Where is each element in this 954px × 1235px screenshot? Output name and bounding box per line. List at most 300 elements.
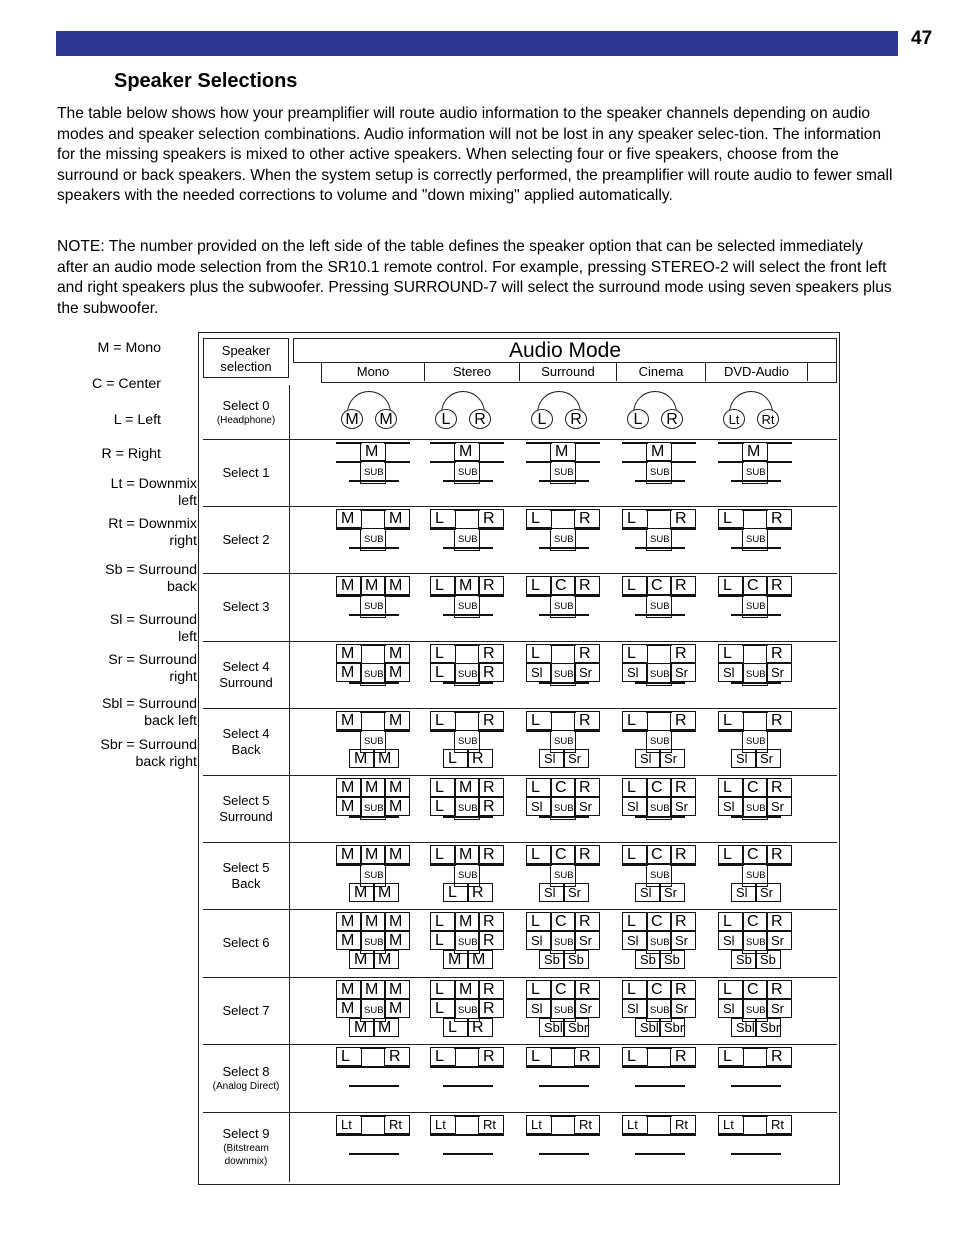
speaker-cell-empty <box>478 864 504 866</box>
speaker-cell-sub: SUB <box>360 663 386 686</box>
speaker-cell-empty <box>526 528 552 530</box>
speaker-cell-empty <box>526 1134 552 1136</box>
speaker-cell-m: M <box>336 711 362 730</box>
speaker-cell-l: L <box>430 845 456 864</box>
speaker-cell-sl: Sl <box>539 749 565 768</box>
speaker-cell-empty <box>360 1115 386 1117</box>
speaker-cell-sub: SUB <box>360 797 386 820</box>
speaker-cell-m: M <box>360 442 386 461</box>
speaker-cell-empty <box>550 1134 576 1136</box>
speaker-cell-r: R <box>574 711 600 730</box>
speaker-cell-c: C <box>742 912 768 931</box>
speaker-cell-r: R <box>574 1047 600 1066</box>
speaker-cell-sbl: Sbl <box>539 1018 565 1037</box>
speaker-cell-empty <box>360 1047 386 1049</box>
speaker-cell-sl: Sl <box>526 931 552 950</box>
row-label-sub: Surround <box>219 674 273 690</box>
speaker-cell-empty <box>550 509 576 511</box>
speaker-cell-r: R <box>670 576 696 595</box>
speaker-cell-sl: Sl <box>635 883 661 902</box>
speaker-cell-lt: Lt <box>718 1115 744 1134</box>
row-divider <box>203 1044 837 1045</box>
speaker-cell-sl: Sl <box>718 663 744 682</box>
speaker-cell-sbl: Sbl <box>731 1018 757 1037</box>
speaker-cell-empty <box>742 1134 768 1136</box>
speaker-cell-empty <box>670 528 696 530</box>
audio-mode-header: Audio Mode <box>293 338 837 363</box>
speaker-selection-table <box>198 332 840 1185</box>
speaker-cell-empty <box>384 442 410 444</box>
speaker-cell-r: R <box>766 1047 792 1066</box>
speaker-cell-m: M <box>336 980 362 999</box>
row-label-sub: (Bitstream downmix) <box>223 1143 269 1167</box>
legend-item: L = Left <box>113 412 161 428</box>
speaker-cell-sr: Sr <box>670 931 696 950</box>
speaker-cell-empty <box>755 816 781 818</box>
speaker-cell-empty <box>550 711 576 713</box>
speaker-cell-m: M <box>384 931 410 950</box>
speaker-cell-empty <box>360 1134 386 1136</box>
speaker-cell-empty <box>349 480 375 482</box>
speaker-cell-empty <box>384 1066 410 1068</box>
speaker-cell-sr: Sr <box>670 999 696 1018</box>
speaker-cell-empty <box>550 1066 576 1068</box>
speaker-cell-empty <box>731 480 757 482</box>
speaker-cell-empty <box>742 711 768 713</box>
speaker-cell-empty <box>349 614 375 616</box>
speaker-cell-r: R <box>574 845 600 864</box>
row-label-sub: (Analog Direct) <box>212 1080 280 1092</box>
headphone-cup: L <box>627 409 649 429</box>
speaker-cell-empty <box>384 864 410 866</box>
row-label-main: Select 2 <box>222 531 270 547</box>
row-label <box>203 1126 289 1168</box>
audio-mode-columns <box>321 362 837 383</box>
speaker-cell-m: M <box>454 778 480 797</box>
speaker-cell-sr: Sr <box>766 931 792 950</box>
speaker-cell-sub: SUB <box>646 730 672 753</box>
speaker-cell-sr: Sr <box>563 749 589 768</box>
speaker-cell-m: M <box>550 442 576 461</box>
mode-header-stereo: Stereo <box>425 362 520 381</box>
speaker-cell-sub: SUB <box>454 461 480 484</box>
speaker-cell-r: R <box>478 980 504 999</box>
speaker-cell-empty <box>360 1066 386 1068</box>
speaker-cell-lt: Lt <box>622 1115 648 1134</box>
speaker-cell-empty <box>563 480 589 482</box>
speaker-cell-sub: SUB <box>454 663 480 686</box>
speaker-cell-r: R <box>467 1018 493 1037</box>
speaker-cell-sub: SUB <box>550 663 576 686</box>
row-divider <box>203 842 837 843</box>
speaker-cell-r: R <box>766 644 792 663</box>
speaker-cell-l: L <box>430 1047 456 1066</box>
speaker-cell-r: R <box>478 845 504 864</box>
speaker-cell-empty <box>563 614 589 616</box>
speaker-cell-c: C <box>742 778 768 797</box>
speaker-cell-empty <box>360 711 386 713</box>
speaker-cell-m: M <box>384 999 410 1018</box>
speaker-cell-r: R <box>478 1047 504 1066</box>
speaker-cell-sr: Sr <box>659 883 685 902</box>
row-label <box>203 793 289 825</box>
speaker-cell-empty <box>550 644 576 646</box>
speaker-cell-l: L <box>622 576 648 595</box>
speaker-cell-m: M <box>336 845 362 864</box>
page-number: 47 <box>911 28 933 49</box>
speaker-cell-m: M <box>646 442 672 461</box>
legend-item: Sbr = Surround back right <box>100 737 197 770</box>
row-label <box>203 935 289 951</box>
speaker-cell-empty <box>360 644 386 646</box>
speaker-cell-empty <box>670 730 696 732</box>
speaker-cell-sr: Sr <box>563 883 589 902</box>
speaker-cell-empty <box>563 682 589 684</box>
speaker-cell-l: L <box>443 749 469 768</box>
speaker-cell-empty <box>336 461 362 463</box>
speaker-cell-l: L <box>622 778 648 797</box>
speaker-cell-rt: Rt <box>478 1115 504 1134</box>
speaker-cell-c: C <box>550 912 576 931</box>
speaker-cell-empty <box>430 1066 456 1068</box>
speaker-cell-empty <box>718 442 744 444</box>
speaker-cell-c: C <box>550 980 576 999</box>
speaker-cell-m: M <box>373 749 399 768</box>
speaker-cell-c: C <box>646 912 672 931</box>
speaker-cell-empty <box>742 1047 768 1049</box>
speaker-cell-l: L <box>430 509 456 528</box>
speaker-cell-sb: Sb <box>563 950 589 969</box>
row-label <box>203 860 289 892</box>
speaker-cell-empty <box>635 614 661 616</box>
speaker-cell-r: R <box>670 778 696 797</box>
speaker-cell-empty <box>526 1066 552 1068</box>
speaker-cell-r: R <box>670 845 696 864</box>
speaker-cell-empty <box>430 1134 456 1136</box>
speaker-cell-r: R <box>478 576 504 595</box>
speaker-cell-l: L <box>430 663 456 682</box>
speaker-cell-empty <box>755 614 781 616</box>
speaker-cell-empty <box>454 1115 480 1117</box>
speaker-cell-sub: SUB <box>360 595 386 618</box>
speaker-cell-empty <box>467 614 493 616</box>
speaker-cell-m: M <box>384 711 410 730</box>
speaker-cell-l: L <box>336 1047 362 1066</box>
speaker-cell-m: M <box>349 1018 375 1037</box>
speaker-cell-sub: SUB <box>742 797 768 820</box>
speaker-cell-m: M <box>373 950 399 969</box>
headphone-cup: M <box>375 409 397 429</box>
speaker-cell-l: L <box>430 711 456 730</box>
speaker-cell-empty <box>622 1134 648 1136</box>
speaker-cell-sl: Sl <box>539 883 565 902</box>
speaker-cell-empty <box>349 816 375 818</box>
speaker-cell-empty <box>646 1047 672 1049</box>
speaker-cell-m: M <box>373 883 399 902</box>
speaker-cell-empty <box>373 547 399 549</box>
speaker-cell-empty <box>454 1047 480 1049</box>
speaker-cell-m: M <box>384 778 410 797</box>
speaker-cell-l: L <box>718 1047 744 1066</box>
speaker-cell-l: L <box>430 576 456 595</box>
speaker-cell-l: L <box>526 1047 552 1066</box>
speaker-cell-empty <box>755 547 781 549</box>
speaker-cell-empty <box>574 528 600 530</box>
speaker-cell-sub: SUB <box>742 461 768 484</box>
speaker-cell-m: M <box>454 845 480 864</box>
speaker-cell-lt: Lt <box>526 1115 552 1134</box>
speaker-cell-m: M <box>454 442 480 461</box>
speaker-cell-sr: Sr <box>755 883 781 902</box>
speaker-cell-empty <box>349 1085 375 1087</box>
speaker-cell-m: M <box>467 950 493 969</box>
speaker-cell-l: L <box>526 778 552 797</box>
speaker-cell-empty <box>742 644 768 646</box>
speaker-cell-m: M <box>360 845 386 864</box>
speaker-cell-empty <box>766 528 792 530</box>
speaker-cell-empty <box>635 682 661 684</box>
speaker-cell-empty <box>443 480 469 482</box>
speaker-cell-empty <box>731 614 757 616</box>
speaker-cell-r: R <box>670 1047 696 1066</box>
speaker-cell-r: R <box>478 999 504 1018</box>
row-label-main: Select 4 <box>222 658 270 674</box>
speaker-cell-empty <box>550 1047 576 1049</box>
speaker-cell-m: M <box>336 509 362 528</box>
speaker-cell-empty <box>539 1085 565 1087</box>
speaker-cell-empty <box>384 730 410 732</box>
speaker-cell-m: M <box>384 509 410 528</box>
speaker-cell-l: L <box>622 644 648 663</box>
speaker-cell-empty <box>478 528 504 530</box>
row-label-main: Select 5 <box>222 792 270 808</box>
speaker-cell-empty <box>454 509 480 511</box>
speaker-cell-empty <box>742 1115 768 1117</box>
speaker-cell-empty <box>478 730 504 732</box>
speaker-cell-sbr: Sbr <box>563 1018 589 1037</box>
speaker-cell-l: L <box>430 912 456 931</box>
speaker-cell-r: R <box>766 912 792 931</box>
speaker-cell-empty <box>670 442 696 444</box>
speaker-cell-m: M <box>349 950 375 969</box>
speaker-cell-empty <box>646 1115 672 1117</box>
speaker-cell-empty <box>622 1066 648 1068</box>
speaker-cell-m: M <box>384 845 410 864</box>
speaker-cell-l: L <box>622 1047 648 1066</box>
speaker-cell-sub: SUB <box>550 864 576 887</box>
speaker-cell-empty <box>454 644 480 646</box>
speaker-cell-l: L <box>526 509 552 528</box>
speaker-cell-r: R <box>766 778 792 797</box>
row-label-sub: Back <box>231 875 261 891</box>
speaker-cell-empty <box>443 1085 469 1087</box>
speaker-cell-sl: Sl <box>622 999 648 1018</box>
speaker-cell-l: L <box>622 845 648 864</box>
speaker-cell-empty <box>670 1134 696 1136</box>
speaker-cell-sr: Sr <box>659 749 685 768</box>
speaker-cell-empty <box>550 1115 576 1117</box>
speaker-cell-l: L <box>718 509 744 528</box>
speaker-cell-empty <box>731 1085 757 1087</box>
speaker-cell-empty <box>766 461 792 463</box>
headphone-cup: Rt <box>757 409 779 429</box>
speaker-cell-empty <box>635 480 661 482</box>
mode-header-cinema: Cinema <box>617 362 706 381</box>
speaker-cell-empty <box>430 461 456 463</box>
row-label <box>203 599 289 615</box>
speaker-cell-sub: SUB <box>360 931 386 954</box>
speaker-cell-m: M <box>336 644 362 663</box>
row-label-main: Select 3 <box>222 599 270 614</box>
speaker-cell-c: C <box>646 576 672 595</box>
speaker-cell-empty <box>742 1066 768 1068</box>
headphone-cup: Lt <box>723 409 745 429</box>
speaker-cell-empty <box>646 509 672 511</box>
speaker-cell-sub: SUB <box>646 461 672 484</box>
speaker-cell-sub: SUB <box>742 931 768 954</box>
speaker-cell-l: L <box>430 778 456 797</box>
speaker-cell-c: C <box>646 980 672 999</box>
speaker-cell-empty <box>622 595 648 597</box>
speaker-cell-empty <box>467 1085 493 1087</box>
speaker-cell-sub: SUB <box>742 999 768 1022</box>
speaker-cell-l: L <box>443 1018 469 1037</box>
speaker-cell-r: R <box>574 509 600 528</box>
speaker-cell-empty <box>360 509 386 511</box>
row-label <box>203 398 289 427</box>
speaker-cell-m: M <box>360 576 386 595</box>
speaker-cell-empty <box>622 730 648 732</box>
speaker-cell-sr: Sr <box>766 999 792 1018</box>
column-divider <box>289 385 290 1182</box>
speaker-cell-m: M <box>360 980 386 999</box>
speaker-cell-sr: Sr <box>670 797 696 816</box>
speaker-cell-sb: Sb <box>731 950 757 969</box>
speaker-cell-empty <box>443 614 469 616</box>
speaker-cell-empty <box>443 816 469 818</box>
speaker-cell-lt: Lt <box>336 1115 362 1134</box>
row-label-main: Select 0 <box>222 397 270 413</box>
speaker-cell-empty <box>430 528 456 530</box>
speaker-cell-m: M <box>336 931 362 950</box>
speaker-cell-l: L <box>622 509 648 528</box>
row-label-main: Select 7 <box>222 1002 270 1018</box>
speaker-cell-m: M <box>384 980 410 999</box>
legend-item: Sb = Surround back <box>105 562 197 595</box>
speaker-cell-sub: SUB <box>646 663 672 686</box>
speaker-cell-sub: SUB <box>454 528 480 551</box>
speaker-cell-empty <box>659 1085 685 1087</box>
speaker-cell-empty <box>574 442 600 444</box>
speaker-cell-m: M <box>349 883 375 902</box>
speaker-cell-r: R <box>766 980 792 999</box>
speaker-cell-empty <box>718 864 744 866</box>
speaker-cell-empty <box>539 816 565 818</box>
speaker-cell-r: R <box>670 509 696 528</box>
speaker-cell-r: R <box>574 644 600 663</box>
speaker-cell-empty <box>718 595 744 597</box>
headphone-cup: L <box>435 409 457 429</box>
speaker-cell-sl: Sl <box>718 999 744 1018</box>
speaker-cell-sl: Sl <box>635 749 661 768</box>
speaker-cell-empty <box>454 711 480 713</box>
speaker-cell-empty <box>467 682 493 684</box>
speaker-cell-m: M <box>336 778 362 797</box>
speaker-cell-empty <box>718 1066 744 1068</box>
page-title: Speaker Selections <box>114 70 298 92</box>
speaker-cell-l: L <box>526 644 552 663</box>
speaker-cell-empty <box>349 1153 375 1155</box>
speaker-cell-l: L <box>718 778 744 797</box>
speaker-cell-empty <box>563 547 589 549</box>
speaker-cell-m: M <box>454 980 480 999</box>
speaker-cell-sub: SUB <box>646 999 672 1022</box>
speaker-cell-m: M <box>384 663 410 682</box>
speaker-cell-m: M <box>360 778 386 797</box>
speaker-cell-l: L <box>526 912 552 931</box>
speaker-cell-empty <box>563 1085 589 1087</box>
intro-paragraph: The table below shows how your preamplifier will route audio information to the speaker channels depending on audio modes and speaker selection combinations. Audio information will not be lost in any speaker selec-tion. The information for the missing speakers is mixed to other active speakers. When selecting four or five speakers, choose from the surround or back speakers. When the system setup is correctly performed, the preamplifier will route audio to fewer small speakers with the needed corrections to volume and "down mixing" applied automatically. <box>57 105 893 205</box>
speaker-cell-r: R <box>574 912 600 931</box>
speaker-cell-empty <box>336 442 362 444</box>
speaker-cell-sub: SUB <box>454 730 480 753</box>
speaker-cell-m: M <box>454 912 480 931</box>
speaker-cell-sub: SUB <box>742 663 768 686</box>
speaker-cell-empty <box>478 461 504 463</box>
speaker-cell-sub: SUB <box>550 797 576 820</box>
row-divider <box>203 641 837 642</box>
speaker-cell-empty <box>336 1066 362 1068</box>
speaker-cell-empty <box>373 614 399 616</box>
speaker-cell-sub: SUB <box>742 730 768 753</box>
speaker-cell-sub: SUB <box>742 595 768 618</box>
speaker-cell-empty <box>731 816 757 818</box>
speaker-cell-empty <box>635 1153 661 1155</box>
speaker-selection-header: Speaker selection <box>203 338 289 378</box>
speaker-cell-l: L <box>430 999 456 1018</box>
speaker-cell-rt: Rt <box>670 1115 696 1134</box>
speaker-cell-empty <box>766 1134 792 1136</box>
speaker-cell-empty <box>430 730 456 732</box>
speaker-cell-l: L <box>443 883 469 902</box>
speaker-cell-r: R <box>766 509 792 528</box>
speaker-cell-sl: Sl <box>622 931 648 950</box>
speaker-cell-empty <box>622 864 648 866</box>
speaker-cell-empty <box>755 1153 781 1155</box>
speaker-cell-rt: Rt <box>384 1115 410 1134</box>
speaker-cell-empty <box>384 595 410 597</box>
speaker-cell-empty <box>526 461 552 463</box>
speaker-cell-empty <box>373 1085 399 1087</box>
speaker-cell-empty <box>454 1134 480 1136</box>
speaker-cell-empty <box>766 442 792 444</box>
row-label-main: Select 8 <box>222 1063 270 1079</box>
speaker-cell-empty <box>336 730 362 732</box>
speaker-cell-empty <box>443 547 469 549</box>
row-divider <box>203 775 837 776</box>
speaker-cell-sub: SUB <box>646 595 672 618</box>
speaker-cell-empty <box>742 509 768 511</box>
speaker-cell-sub: SUB <box>454 595 480 618</box>
speaker-cell-empty <box>670 461 696 463</box>
speaker-cell-sl: Sl <box>718 797 744 816</box>
speaker-cell-sub: SUB <box>550 528 576 551</box>
speaker-cell-sub: SUB <box>646 797 672 820</box>
speaker-cell-empty <box>526 864 552 866</box>
speaker-cell-empty <box>646 1134 672 1136</box>
row-label <box>203 659 289 691</box>
speaker-cell-empty <box>563 1153 589 1155</box>
